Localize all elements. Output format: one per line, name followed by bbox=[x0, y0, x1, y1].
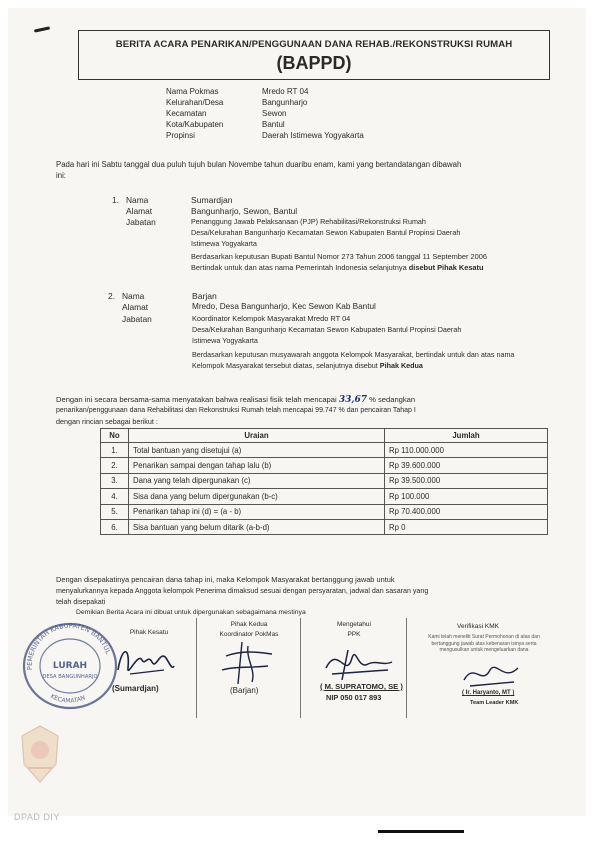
signature-title: Pihak Kedua bbox=[230, 621, 268, 628]
footer-rule bbox=[378, 830, 464, 833]
party1-decree: Berdasarkan keputusan Bupati Bantul Nomor 273 Tahun 2006 tanggal 11 September 2006 bbox=[191, 252, 487, 261]
signatory-name-text: Ir. Haryanto, MT bbox=[465, 690, 511, 696]
party2-position: Istimewa Yogyakarta bbox=[192, 336, 258, 345]
document-title: BERITA ACARA PENARIKAN/PENGGUNAAN DANA REHAB./REKONSTRUKSI RUMAH bbox=[115, 39, 513, 50]
party2-role bbox=[192, 361, 423, 372]
row-number: 6. bbox=[101, 519, 129, 534]
signature-scribble bbox=[212, 640, 282, 686]
table-row bbox=[101, 519, 548, 534]
info-value: Bantul bbox=[262, 120, 285, 129]
pokmas-info bbox=[166, 86, 486, 146]
row-number: 5. bbox=[101, 504, 129, 519]
progress-line: penarikan/penggunaan dana Rehabilitasi dan Rekonstruksi Rumah telah mencapai 99.747 % dan pencairan Tahap I bbox=[56, 407, 416, 414]
closing-line: menyalurkannya kepada Anggota kelompok Penerima dimaksud sesuai dengan persyaratan, jadwal dan sasaran yang bbox=[56, 587, 429, 595]
info-value: Sewon bbox=[262, 109, 287, 118]
party1-address: Bangunharjo, Sewon, Bantul bbox=[191, 206, 298, 216]
signatory-name: (Barjan) bbox=[230, 686, 259, 695]
row-description: Dana yang telah dipergunakan (c) bbox=[129, 473, 385, 488]
signature-divider bbox=[406, 618, 407, 718]
progress-line bbox=[56, 395, 415, 406]
signature-title: Mengetahui bbox=[337, 621, 371, 628]
table-row bbox=[101, 458, 548, 473]
party1-label: Alamat bbox=[126, 206, 153, 216]
row-amount: Rp 110.000.000 bbox=[385, 443, 548, 458]
document-acronym: (BAPPD) bbox=[276, 53, 352, 73]
party2-address: Mredo, Desa Bangunharjo, Kec Sewon Kab Bantul bbox=[192, 302, 376, 311]
party1-role bbox=[191, 263, 484, 274]
column-header: No bbox=[101, 429, 129, 443]
table-header-row bbox=[101, 429, 548, 443]
row-number: 2. bbox=[101, 458, 129, 473]
row-description: Penarikan sampai dengan tahap lalu (b) bbox=[129, 458, 385, 473]
signature-title: Pihak Kesatu bbox=[129, 629, 169, 636]
row-amount: Rp 0 bbox=[385, 519, 548, 534]
stamp-inner-line1: LURAH bbox=[52, 661, 88, 671]
progress-text: Dengan ini secara bersama-sama menyatakan bahwa realisasi fisik telah mencapai bbox=[56, 395, 339, 404]
row-description: Penarikan tahap ini (d) = (a - b) bbox=[129, 504, 385, 519]
emblem-icon bbox=[18, 724, 62, 786]
row-amount: Rp 39.600.000 bbox=[385, 458, 548, 473]
party2-name: Barjan bbox=[192, 291, 217, 301]
document-title-box bbox=[78, 30, 550, 80]
table-row bbox=[101, 443, 548, 458]
info-value: Bangunharjo bbox=[262, 98, 308, 107]
party1-name: Sumardjan bbox=[191, 195, 233, 205]
row-amount: Rp 70.400.000 bbox=[385, 504, 548, 519]
row-description: Sisa dana yang belum dipergunakan (b-c) bbox=[129, 489, 385, 504]
signatory-name: ( Ir. Haryanto, MT ) bbox=[462, 690, 515, 696]
row-description: Total bantuan yang disetujui (a) bbox=[129, 443, 385, 458]
watermark: DPAD DIY bbox=[14, 812, 60, 822]
table-row bbox=[101, 489, 548, 504]
info-key: Propinsi bbox=[166, 131, 195, 140]
closing-line: telah disepakati bbox=[56, 598, 106, 606]
info-key: Kelurahan/Desa bbox=[166, 98, 224, 107]
party2-number: 2. bbox=[108, 291, 115, 301]
verification-note: Kami telah meneliti Surat Permohonan di atas dan bertanggung jawab atas kebenaran isinya serta mengusulkan untuk mengeluarkan dana bbox=[428, 634, 540, 653]
official-stamp bbox=[14, 612, 122, 712]
party1-position: Penanggung Jawab Pelaksanaan (PJP) Rehabilitasi/Rekonstruksi Rumah bbox=[191, 217, 426, 226]
signatory-role: Team Leader KMK bbox=[470, 700, 519, 706]
progress-text: % sedangkan bbox=[367, 395, 416, 404]
row-description: Sisa bantuan yang belum ditarik (a-b-d) bbox=[129, 519, 385, 534]
signature-title: Verifikasi KMK bbox=[457, 623, 499, 630]
row-number: 1. bbox=[101, 443, 129, 458]
party2-role-bold: Pihak Kedua bbox=[379, 361, 423, 370]
table-row bbox=[101, 504, 548, 519]
signature-title: Koordinator PokMas bbox=[219, 631, 279, 638]
intro-line: ini: bbox=[56, 171, 66, 180]
info-value: Mredo RT 04 bbox=[262, 87, 309, 96]
party1-position: Desa/Kelurahan Bangunharjo Kecamatan Sewon Kabupaten Bantul Propinsi Daerah bbox=[191, 228, 461, 237]
row-amount: Rp 39.500.000 bbox=[385, 473, 548, 488]
closing-line: Dengan disepakatinya pencairan dana tahap ini, maka Kelompok Masyarakat bertanggung jawab untuk bbox=[56, 575, 395, 584]
signature-scribble bbox=[318, 640, 398, 682]
intro-line: Pada hari ini Sabtu tanggal dua puluh tujuh bulan Novembe tahun duaribu enam, kami yang bertandatangan dibawah bbox=[56, 160, 462, 169]
handwritten-percent: 33,67 bbox=[338, 395, 367, 405]
signature-divider bbox=[196, 618, 197, 718]
info-key: Nama Pokmas bbox=[166, 87, 219, 96]
signature-scribble bbox=[458, 658, 524, 692]
closing-line: Demikian Berita Acara ini dibuat untuk dipergunakan sebagaimana mestinya bbox=[76, 609, 306, 616]
party1-label: Nama bbox=[126, 195, 149, 205]
row-amount: Rp 100.000 bbox=[385, 489, 548, 504]
party1-label: Jabatan bbox=[126, 217, 156, 227]
info-key: Kecamatan bbox=[166, 109, 207, 118]
party2-label: Alamat bbox=[122, 302, 149, 312]
signatory-name: (Sumardjan) bbox=[112, 684, 159, 693]
party1-role-text: Bertindak untuk dan atas nama Pemerintah Indonesia selanjutnya bbox=[191, 263, 409, 272]
info-value: Daerah Istimewa Yogyakarta bbox=[262, 131, 364, 140]
signatory-name: ( M. SUPRATOMO, SE ) bbox=[320, 682, 403, 691]
party2-label: Jabatan bbox=[122, 314, 152, 324]
info-key: Kota/Kabupaten bbox=[166, 120, 224, 129]
signatory-name-text: Sumardjan bbox=[114, 684, 157, 693]
column-header: Jumlah bbox=[385, 429, 548, 443]
signatory-name-text: M. SUPRATOMO, SE bbox=[324, 682, 399, 691]
breakdown-table bbox=[100, 428, 548, 535]
party1-position: Istimewa Yogyakarta bbox=[191, 239, 257, 248]
party1-number: 1. bbox=[112, 195, 119, 205]
party2-position: Koordinator Kelompok Masyarakat Mredo RT 04 bbox=[192, 314, 351, 323]
party2-position: Desa/Kelurahan Bangunharjo Kecamatan Sewon Kabupaten Bantul Propinsi Daerah bbox=[192, 325, 462, 334]
stamp-outer-text: PEMERINTAH KABUPATEN BANTUL bbox=[25, 621, 113, 671]
row-number: 4. bbox=[101, 489, 129, 504]
row-number: 3. bbox=[101, 473, 129, 488]
svg-text:KECAMATAN bbox=[49, 693, 86, 705]
party1-role-bold: disebut Pihak Kesatu bbox=[408, 263, 484, 272]
party2-label: Nama bbox=[122, 291, 145, 301]
party2-role-text: Kelompok Masyarakat tersebut diatas, selanjutnya disebut bbox=[192, 361, 380, 370]
signature-divider bbox=[300, 618, 301, 718]
signature-title: PPK bbox=[347, 631, 361, 638]
stamp-inner-line2: DESA BANGUNHARJO bbox=[42, 674, 98, 680]
table-row bbox=[101, 473, 548, 488]
signatory-nip: NIP 050 017 893 bbox=[326, 693, 382, 702]
party2-decision: Berdasarkan keputusan musyawarah anggota Kelompok Masyarakat, bertindak untuk dan atas nama bbox=[192, 350, 515, 359]
column-header: Uraian bbox=[129, 429, 385, 443]
stamp-bottom-text: KECAMATAN bbox=[49, 692, 87, 705]
progress-line: dengan rincian sebagai berikut : bbox=[56, 417, 158, 426]
signatory-name-text: Barjan bbox=[232, 686, 256, 695]
